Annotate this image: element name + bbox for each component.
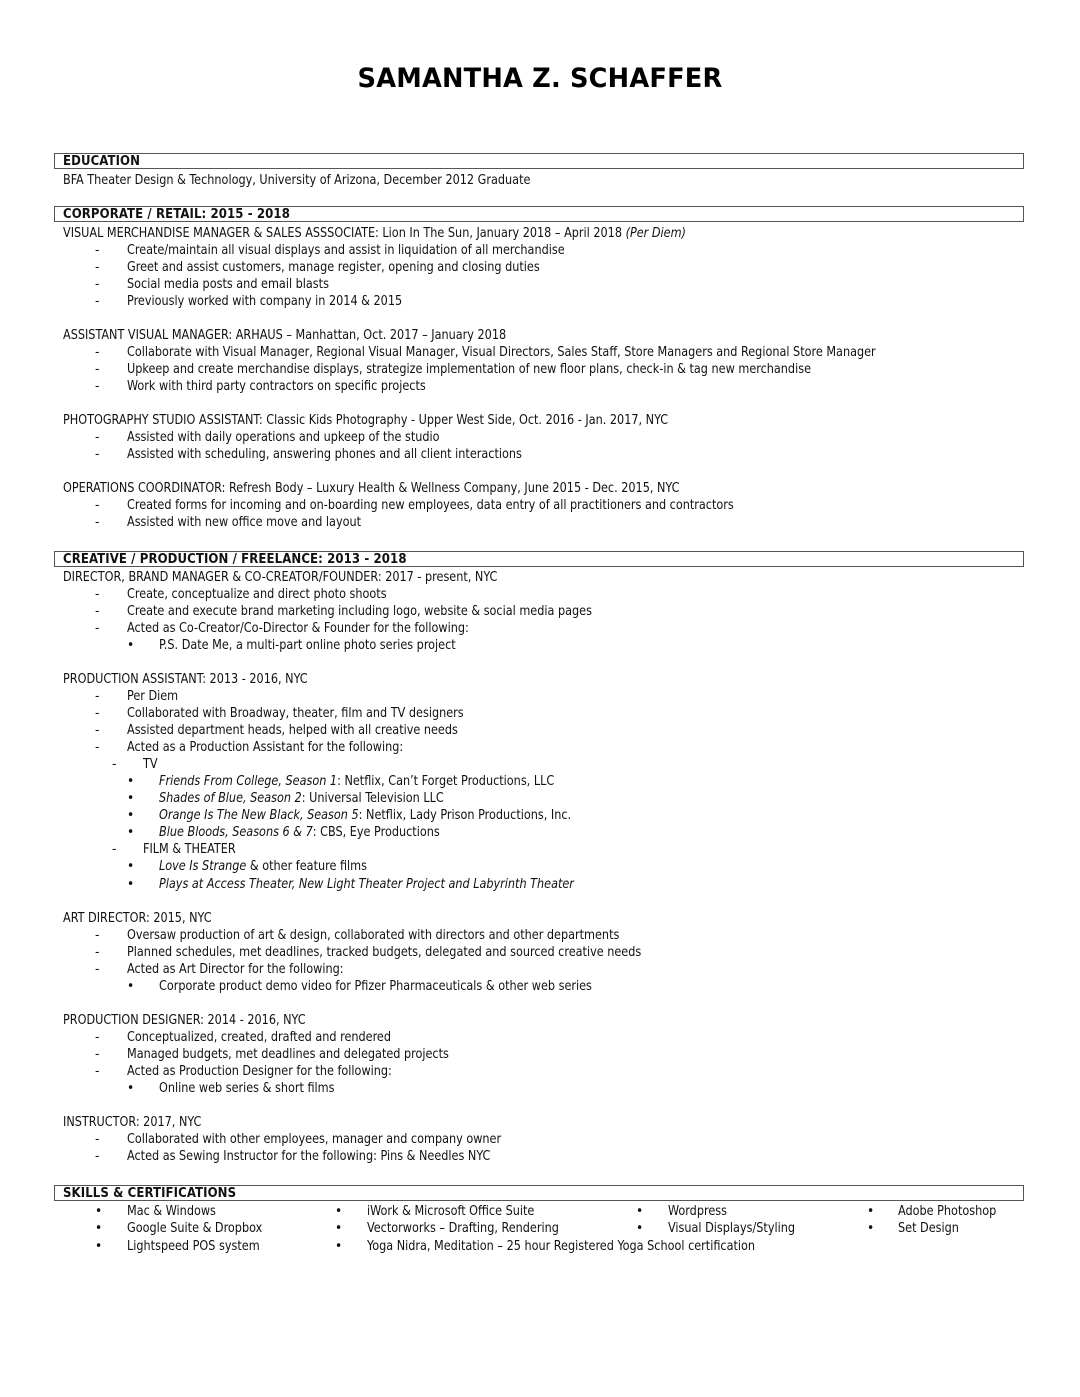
- job-note: (Per Diem): [625, 225, 686, 241]
- show-title: Plays at Access Theater, New Light Theater Project and Labyrinth Theater: [159, 876, 574, 892]
- dash-marker: -: [95, 1029, 100, 1045]
- show-title: Shades of Blue, Season 2: [159, 790, 302, 806]
- dash-marker: -: [95, 739, 100, 755]
- job-bullet: Create, conceptualize and direct photo shoots: [127, 586, 387, 602]
- skill-item: Adobe Photoshop: [898, 1203, 997, 1219]
- dash-marker: -: [95, 1063, 100, 1079]
- credit-item: [159, 773, 554, 790]
- dash-marker: -: [112, 841, 117, 857]
- bullet-marker: •: [636, 1220, 644, 1236]
- job-title: DIRECTOR, BRAND MANAGER & CO-CREATOR/FOUNDER: 2017 - present, NYC: [63, 569, 498, 585]
- job-bullet: Planned schedules, met deadlines, tracked budgets, delegated and sourced creative needs: [127, 944, 642, 960]
- job-bullet: Upkeep and create merchandise displays, strategize implementation of new floor plans, check-in & tag new merchandise: [127, 361, 811, 377]
- credit-detail: : Netflix, Can’t Forget Productions, LLC: [337, 773, 555, 789]
- job-bullet: Managed budgets, met deadlines and delegated projects: [127, 1046, 449, 1062]
- bullet-marker: •: [127, 978, 135, 994]
- show-title: Orange Is The New Black, Season 5: [159, 807, 359, 823]
- category-label-film: FILM & THEATER: [143, 841, 236, 857]
- credit-detail: : Universal Television LLC: [301, 790, 444, 806]
- section-box-education: [54, 153, 1024, 169]
- bullet-marker: •: [127, 824, 135, 840]
- dash-marker: -: [95, 276, 100, 292]
- job-bullet: Conceptualized, created, drafted and rendered: [127, 1029, 392, 1045]
- job-bullet: Assisted with new office move and layout: [127, 514, 362, 530]
- bullet-marker: •: [95, 1220, 103, 1236]
- job-bullet: Acted as Sewing Instructor for the following: Pins & Needles NYC: [127, 1148, 491, 1164]
- bullet-marker: •: [95, 1203, 103, 1219]
- sub-bullet: Corporate product demo video for Pfizer Pharmaceuticals & other web series: [159, 978, 592, 994]
- job-bullet: Acted as Production Designer for the following:: [127, 1063, 392, 1079]
- education-entry: BFA Theater Design & Technology, University of Arizona, December 2012 Graduate: [63, 172, 531, 188]
- section-heading-skills: SKILLS & CERTIFICATIONS: [63, 1185, 237, 1201]
- job-title: PHOTOGRAPHY STUDIO ASSISTANT: Classic Kids Photography - Upper West Side, Oct. 2016 - Jan. 2017, NYC: [63, 412, 669, 428]
- section-heading-creative: CREATIVE / PRODUCTION / FREELANCE: 2013 - 2018: [63, 551, 407, 567]
- job-bullet: Acted as Art Director for the following:: [127, 961, 344, 977]
- job-bullet: Create and execute brand marketing including logo, website & social media pages: [127, 603, 592, 619]
- dash-marker: -: [95, 242, 100, 258]
- dash-marker: -: [95, 586, 100, 602]
- bullet-marker: •: [867, 1220, 875, 1236]
- show-title: Blue Bloods, Seasons 6 & 7: [159, 824, 313, 840]
- job-bullet: Collaborate with Visual Manager, Regional Visual Manager, Visual Directors, Sales Staff, Store Managers and Regional Store Manager: [127, 344, 876, 360]
- dash-marker: -: [95, 705, 100, 721]
- job-bullet: Collaborated with Broadway, theater, film and TV designers: [127, 705, 464, 721]
- dash-marker: -: [95, 927, 100, 943]
- bullet-marker: •: [335, 1220, 343, 1236]
- dash-marker: -: [112, 756, 117, 772]
- job-title: ASSISTANT VISUAL MANAGER: ARHAUS – Manhattan, Oct. 2017 – January 2018: [63, 327, 507, 343]
- credit-item: [159, 790, 444, 807]
- job-bullet: Assisted with scheduling, answering phones and all client interactions: [127, 446, 522, 462]
- job-bullet: Collaborated with other employees, manager and company owner: [127, 1131, 502, 1147]
- bullet-marker: •: [127, 637, 135, 653]
- bullet-marker: •: [335, 1238, 343, 1254]
- credit-item: [159, 876, 574, 893]
- job-bullet: Oversaw production of art & design, collaborated with directors and other departments: [127, 927, 620, 943]
- skill-item: Vectorworks – Drafting, Rendering: [367, 1220, 559, 1236]
- job-bullet: Work with third party contractors on specific projects: [127, 378, 426, 394]
- dash-marker: -: [95, 1046, 100, 1062]
- dash-marker: -: [95, 944, 100, 960]
- candidate-name: SAMANTHA Z. SCHAFFER: [357, 63, 723, 94]
- skill-item: Visual Displays/Styling: [668, 1220, 796, 1236]
- credit-item: [159, 858, 367, 875]
- dash-marker: -: [95, 603, 100, 619]
- dash-marker: -: [95, 961, 100, 977]
- dash-marker: -: [95, 344, 100, 360]
- bullet-marker: •: [127, 790, 135, 806]
- dash-marker: -: [95, 361, 100, 377]
- skill-item: Set Design: [898, 1220, 959, 1236]
- bullet-marker: •: [127, 876, 135, 892]
- job-bullet: Greet and assist customers, manage register, opening and closing duties: [127, 259, 540, 275]
- dash-marker: -: [95, 1131, 100, 1147]
- bullet-marker: •: [127, 807, 135, 823]
- job-title-text: VISUAL MERCHANDISE MANAGER & SALES ASSSOCIATE: Lion In The Sun, January 2018 – April 2018: [63, 225, 623, 241]
- bullet-marker: •: [127, 858, 135, 874]
- skill-item: Yoga Nidra, Meditation – 25 hour Registered Yoga School certification: [367, 1238, 756, 1254]
- job-title: OPERATIONS COORDINATOR: Refresh Body – Luxury Health & Wellness Company, June 2015 - Dec. 2015, NYC: [63, 480, 680, 496]
- dash-marker: -: [95, 1148, 100, 1164]
- bullet-marker: •: [636, 1203, 644, 1219]
- dash-marker: -: [95, 293, 100, 309]
- bullet-marker: •: [127, 773, 135, 789]
- job-bullet: Assisted with daily operations and upkeep of the studio: [127, 429, 440, 445]
- job-bullet: Assisted department heads, helped with all creative needs: [127, 722, 458, 738]
- skill-item: Wordpress: [668, 1203, 727, 1219]
- job-bullet: Acted as Co-Creator/Co-Director & Founder for the following:: [127, 620, 469, 636]
- dash-marker: -: [95, 497, 100, 513]
- show-title: Love Is Strange: [159, 858, 247, 874]
- skill-item: Google Suite & Dropbox: [127, 1220, 263, 1236]
- credit-item: [159, 824, 440, 841]
- job-title: PRODUCTION DESIGNER: 2014 - 2016, NYC: [63, 1012, 306, 1028]
- dash-marker: -: [95, 620, 100, 636]
- bullet-marker: •: [95, 1238, 103, 1254]
- bullet-marker: •: [127, 1080, 135, 1096]
- dash-marker: -: [95, 688, 100, 704]
- job-bullet: Acted as a Production Assistant for the following:: [127, 739, 404, 755]
- dash-marker: -: [95, 514, 100, 530]
- skill-item: Lightspeed POS system: [127, 1238, 260, 1254]
- category-label-tv: TV: [143, 756, 158, 772]
- job-title: PRODUCTION ASSISTANT: 2013 - 2016, NYC: [63, 671, 308, 687]
- dash-marker: -: [95, 446, 100, 462]
- dash-marker: -: [95, 378, 100, 394]
- sub-bullet: Online web series & short films: [159, 1080, 335, 1096]
- credit-detail: : CBS, Eye Productions: [312, 824, 440, 840]
- credit-item: [159, 807, 571, 824]
- dash-marker: -: [95, 259, 100, 275]
- show-title: Friends From College, Season 1: [159, 773, 338, 789]
- dash-marker: -: [95, 722, 100, 738]
- job-bullet: Social media posts and email blasts: [127, 276, 329, 292]
- dash-marker: -: [95, 429, 100, 445]
- job-title: ART DIRECTOR: 2015, NYC: [63, 910, 212, 926]
- job-bullet: Previously worked with company in 2014 & 2015: [127, 293, 403, 309]
- section-heading-corporate: CORPORATE / RETAIL: 2015 - 2018: [63, 206, 290, 222]
- bullet-marker: •: [335, 1203, 343, 1219]
- credit-detail: : Netflix, Lady Prison Productions, Inc.: [358, 807, 572, 823]
- skill-item: Mac & Windows: [127, 1203, 216, 1219]
- credit-detail: & other feature films: [246, 858, 368, 874]
- skill-item: iWork & Microsoft Office Suite: [367, 1203, 535, 1219]
- sub-bullet: P.S. Date Me, a multi-part online photo series project: [159, 637, 456, 653]
- job-bullet: Per Diem: [127, 688, 179, 704]
- job-title: [63, 225, 686, 242]
- section-heading-education: EDUCATION: [63, 153, 141, 169]
- bullet-marker: •: [867, 1203, 875, 1219]
- job-title: INSTRUCTOR: 2017, NYC: [63, 1114, 202, 1130]
- job-bullet: Create/maintain all visual displays and assist in liquidation of all merchandise: [127, 242, 565, 258]
- job-bullet: Created forms for incoming and on-boarding new employees, data entry of all practitioners and contractors: [127, 497, 734, 513]
